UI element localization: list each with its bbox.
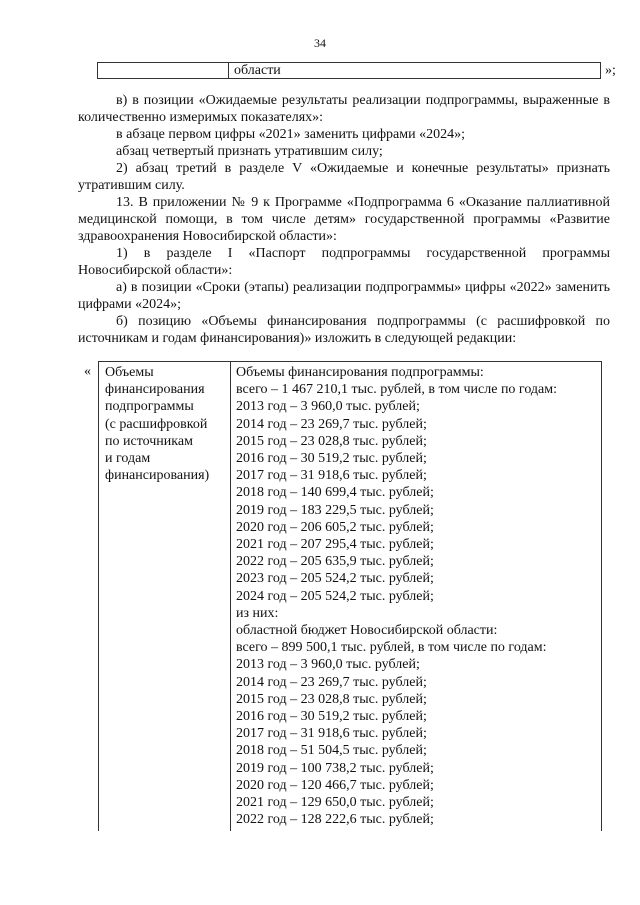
table-right-line: всего – 899 500,1 тыс. рублей, в том числе по годам: [236, 640, 547, 656]
paragraph: а) в позиции «Сроки (этапы) реализации подпрограммы» цифры «2022» заменить цифрами «2024»; [78, 280, 610, 312]
table-right-line: 2013 год – 3 960,0 тыс. рублей; [236, 399, 420, 415]
table-left-line: по источникам [105, 433, 193, 449]
table-right-line: 2022 год – 205 635,9 тыс. рублей; [236, 554, 434, 570]
table-left-line: (с расшифровкой [105, 416, 208, 432]
top-table-row [97, 62, 601, 79]
table-right-line: 2019 год – 183 229,5 тыс. рублей; [236, 502, 434, 518]
table-right-line: областной бюджет Новосибирской области: [236, 623, 498, 639]
table-right-line: 2015 год – 23 028,8 тыс. рублей; [236, 691, 427, 707]
table-right-line: 2013 год – 3 960,0 тыс. рублей; [236, 657, 420, 673]
table-left-line: Объемы [105, 365, 154, 380]
table-right-line: 2023 год – 205 524,2 тыс. рублей; [236, 571, 434, 587]
table-left-line: и годам [105, 451, 151, 467]
table-right-line: 2016 год – 30 519,2 тыс. рублей; [236, 451, 427, 467]
paragraph: в) в позиции «Ожидаемые результаты реализации подпрограммы, выраженные в количественно измеримых показателях»: [78, 93, 610, 125]
body-text [78, 92, 610, 347]
table-left-line: финансирования) [105, 468, 210, 484]
table-right-line: 2015 год – 23 028,8 тыс. рублей; [236, 433, 427, 449]
table-right-line: 2021 год – 129 650,0 тыс. рублей; [236, 795, 434, 811]
paragraph: 2) абзац третий в разделе V «Ожидаемые и конечные результаты» признать утратившим силу. [78, 161, 610, 193]
table-right-line: из них: [236, 605, 279, 621]
paragraph: 13. В приложении № 9 к Программе «Подпрограмма 6 «Оказание паллиативной медицинской помощи, в том числе детям» государственной программы «Развитие здравоохранения Новосибирской области»: [78, 195, 610, 244]
top-close-quote: »; [605, 63, 616, 78]
paragraph: 1) в разделе I «Паспорт подпрограммы государственной программы Новосибирской области»: [78, 246, 610, 278]
table-right-line: всего – 1 467 210,1 тыс. рублей, в том числе по годам: [236, 382, 558, 398]
paragraph: в абзаце первом цифры «2021» заменить цифрами «2024»; [116, 127, 465, 142]
paragraph: б) позицию «Объемы финансирования подпрограммы (с расшифровкой по источникам и годам финансирования)» изложить в следующей редакции: [78, 314, 610, 346]
table-right-line: 2018 год – 51 504,5 тыс. рублей; [236, 743, 427, 759]
financing-table [98, 361, 602, 831]
table-right-line: 2017 год – 31 918,6 тыс. рублей; [236, 726, 427, 742]
table-left-line: подпрограммы [105, 399, 194, 415]
table-open-quote: « [84, 364, 91, 379]
table-right-line: 2020 год – 206 605,2 тыс. рублей; [236, 519, 434, 535]
table-right-line: 2022 год – 128 222,6 тыс. рублей; [236, 812, 434, 828]
table-right-line: 2014 год – 23 269,7 тыс. рублей; [236, 674, 427, 690]
table-right-line: 2021 год – 207 295,4 тыс. рублей; [236, 537, 434, 553]
table-right-line: 2018 год – 140 699,4 тыс. рублей; [236, 485, 434, 501]
page-number: 34 [314, 36, 326, 50]
table-right-line: 2017 год – 31 918,6 тыс. рублей; [236, 468, 427, 484]
table-right-line: 2019 год – 100 738,2 тыс. рублей; [236, 760, 434, 776]
table-right-line: Объемы финансирования подпрограммы: [236, 365, 484, 380]
table-left-cell [105, 364, 225, 484]
top-table-cell: области [234, 63, 281, 78]
paragraph: абзац четвертый признать утратившим силу; [116, 144, 383, 159]
table-right-line: 2024 год – 205 524,2 тыс. рублей; [236, 588, 434, 604]
table-right-line: 2014 год – 23 269,7 тыс. рублей; [236, 416, 427, 432]
table-right-cell [236, 364, 598, 828]
top-table-divider [228, 63, 229, 78]
table-right-line: 2016 год – 30 519,2 тыс. рублей; [236, 709, 427, 725]
table-column-divider [230, 362, 231, 831]
table-left-line: финансирования [105, 382, 205, 398]
table-right-line: 2020 год – 120 466,7 тыс. рублей; [236, 777, 434, 793]
